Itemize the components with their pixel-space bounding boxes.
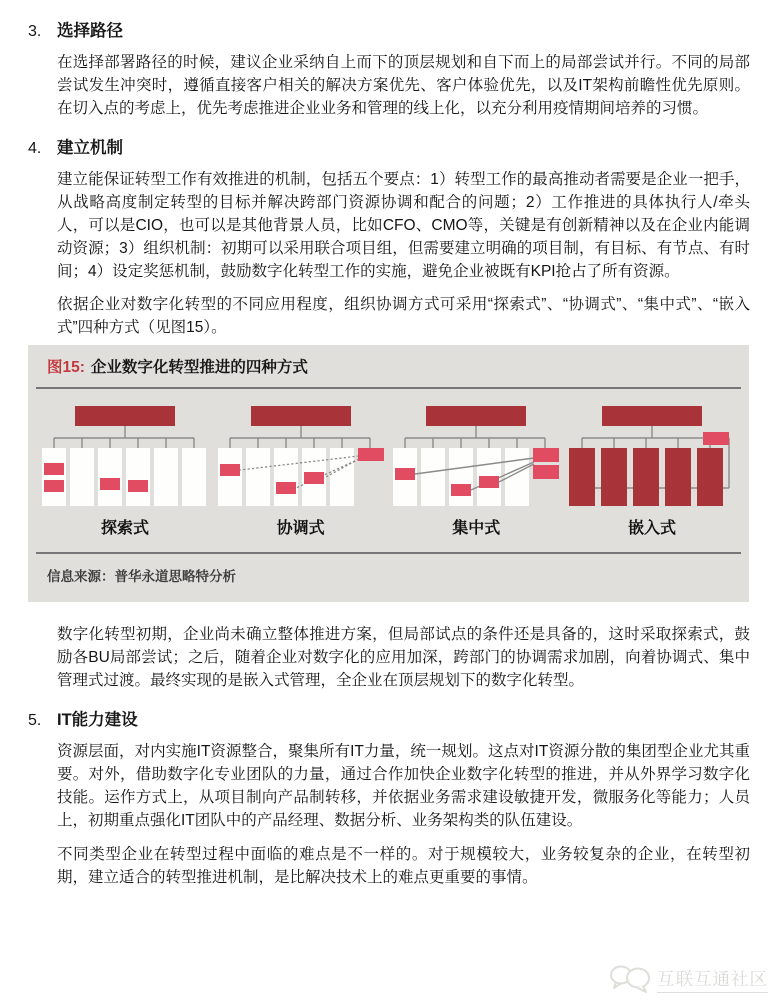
- section-number: 4.: [28, 140, 42, 157]
- section-number: 5.: [28, 712, 42, 729]
- section-number: 3.: [28, 23, 42, 40]
- diagram-exploratory: [42, 404, 208, 548]
- section-title: 选择路径: [57, 22, 123, 40]
- figure-source: 信息来源：普华永道思略特分析: [47, 569, 236, 584]
- paragraph: 不同类型企业在转型过程中面临的难点是不一样的。对于规模较大，业务较复杂的企业，在转型初期，建立适合的转型推进机制，是比解决技术上的难点更重要的事情。: [57, 846, 750, 886]
- figure-15-panel: [28, 345, 749, 602]
- figure-caption: [42, 358, 735, 378]
- section-4: [28, 137, 750, 339]
- diagram-label: 协调式: [276, 520, 325, 537]
- diagram-label: 探索式: [100, 520, 149, 537]
- org-chart-embedded-icon: [569, 404, 735, 508]
- chat-bubbles-icon: [609, 964, 651, 994]
- figure-title: 企业数字化转型推进的四种方式: [90, 359, 308, 376]
- diagram-centralized: [393, 404, 559, 548]
- paragraph: 依据企业对数字化转型的不同应用程度，组织协调方式可采用“探索式”、“协调式”、“集中式”、“嵌入式”四种方式（见图15）。: [57, 296, 750, 336]
- figure-label: 图15:: [47, 359, 85, 376]
- section-title: 建立机制: [57, 139, 123, 157]
- org-chart-exploratory-icon: [42, 404, 208, 508]
- section-title: IT能力建设: [57, 711, 138, 729]
- paragraph: 建立能保证转型工作有效推进的机制，包括五个要点：1）转型工作的最高推动者需要是企业一把手，从战略高度制定转型的目标并解决跨部门资源协调和配合的问题；2）工作推进的具体执行人/牵头人，可以是CIO，也可以是其他背景人员，比如CFO、CMO等，关键是有创新精神以及在企业内能调动资源；3）组织机制：初期可以采用联合项目组，但需要建立明确的项目制，有目标、有节点、有时间；4）设定奖惩机制，鼓励数字化转型工作的实施，避免企业被既有KPI抢占了所有资源。: [57, 171, 750, 280]
- figure-diagrams: [42, 389, 735, 552]
- figure-bottom-rule: [36, 552, 741, 554]
- diagram-label: 嵌入式: [627, 520, 676, 537]
- watermark: [609, 964, 768, 994]
- diagram-label: 集中式: [452, 520, 501, 537]
- org-chart-coordinated-icon: [218, 404, 384, 508]
- paragraph: 在选择部署路径的时候，建议企业采纳自上而下的顶层规划和自下而上的局部尝试并行。不同的局部尝试发生冲突时，遵循直接客户相关的解决方案优先、客户体验优先，以及IT架构前瞻性优先原则。在切入点的考虑上，优先考虑推进企业业务和管理的线上化，以充分利用疫情期间培养的习惯。: [57, 54, 750, 117]
- watermark-text: 互联互通社区: [657, 966, 768, 993]
- section-5: [28, 709, 750, 889]
- org-chart-centralized-icon: [393, 404, 559, 508]
- diagram-embedded: [569, 404, 735, 548]
- post-figure-paragraph: 数字化转型初期，企业尚未确立整体推进方案，但局部试点的条件还是具备的，这时采取探索式，鼓励各BU局部尝试；之后，随着企业对数字化的应用加深，跨部门的协调需求加剧，向着协调式、集中管理式过渡。最终实现的是嵌入式管理，全企业在顶层规划下的数字化转型。: [57, 626, 750, 689]
- paragraph: 资源层面，对内实施IT资源整合，聚集所有IT力量，统一规划。这点对IT资源分散的集团型企业尤其重要。对外，借助数字化专业团队的力量，通过合作加快企业数字化转型的推进，并从外界学习数字化技能。运作方式上，从项目制向产品制转移，并依据业务需求建设敏捷开发，微服务化等能力；人员上，初期重点强化IT团队中的产品经理、数据分析、业务架构类的队伍建设。: [57, 743, 750, 829]
- diagram-coordinated: [218, 404, 384, 548]
- section-3: [28, 20, 750, 135]
